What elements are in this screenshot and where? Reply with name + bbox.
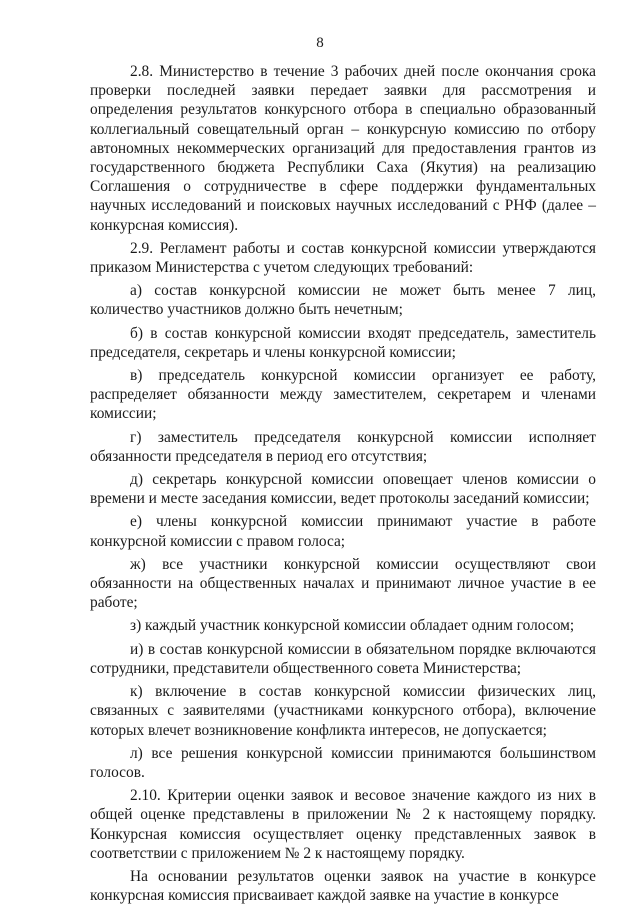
list-item-z: з) каждый участник конкурсной комиссии обладает одним голосом; <box>130 617 575 635</box>
list-item-g: г) заместитель председателя конкурсной комиссии исполняет обязанности председателя в период его отсутствия; <box>90 428 596 465</box>
list-item-l: л) все решения конкурсной комиссии принимаются большинством голосов. <box>90 744 596 781</box>
list-item-d: д) секретарь конкурсной комиссии оповещает членов комиссии о времени и месте заседания комиссии, ведет протоколы заседаний комиссии; <box>90 471 596 508</box>
paragraph-evaluation-results: На основании результатов оценки заявок на участие в конкурсе конкурсная комиссия присваивает каждой заявке на участие в конкурсе <box>90 867 596 905</box>
list-item-k: к) включение в состав конкурсной комиссии физических лиц, связанных с заявителями (участниками конкурсного отбора), включение которых влечет возникновение конфликта интересов, не допускается; <box>90 683 596 739</box>
list-item-v: в) председатель конкурсной комиссии организует ее работу, распределяет обязанности между заместителем, секретарем и членами комиссии; <box>90 367 596 423</box>
paragraph-2-10: 2.10. Критерии оценки заявок и весовое значение каждого из них в общей оценке представлены в приложении № 2 к настоящему порядку. Конкурсная комиссия осуществляет оценку представленных заявок в соответствии с приложением № 2 к настоящему порядку. <box>90 787 596 862</box>
list-item-i: и) в состав конкурсной комиссии в обязательном порядке включаются сотрудники, представители общественного совета Министерства; <box>90 640 596 677</box>
list-item-a: а) состав конкурсной комиссии не может быть менее 7 лиц, количество участников должно быть нечетным; <box>90 282 596 319</box>
list-item-e: е) члены конкурсной комиссии принимают участие в работе конкурсной комиссии с правом голоса; <box>90 513 596 550</box>
page-number: 8 <box>316 35 324 51</box>
list-item-zh: ж) все участники конкурсной комиссии осуществляют свои обязанности на общественных началах и принимают личное участие в ее работе; <box>90 555 596 612</box>
paragraph-2-9: 2.9. Регламент работы и состав конкурсной комиссии утверждаются приказом Министерства с учетом следующих требований: <box>90 239 596 277</box>
paragraph-2-8: 2.8. Министерство в течение 3 рабочих дней после окончания срока проверки последней заявки передает заявки для рассмотрения и определения результатов конкурсного отбора в специально образованный коллегиальный совещательный орган – конкурсную комиссию по отбору автономных некоммерческих организаций для предоставления грантов из государственного бюджета Республики Саха (Якутия) на реализацию Соглашения о сотрудничестве в сфере поддержки фундаментальных научных исследований и поисковых научных исследований с РНФ (далее – конкурсная комиссия). <box>90 63 596 234</box>
document-body <box>90 62 596 905</box>
list-item-b: б) в состав конкурсной комиссии входят председатель, заместитель председателя, секретарь и члены конкурсной комиссии; <box>90 324 596 361</box>
